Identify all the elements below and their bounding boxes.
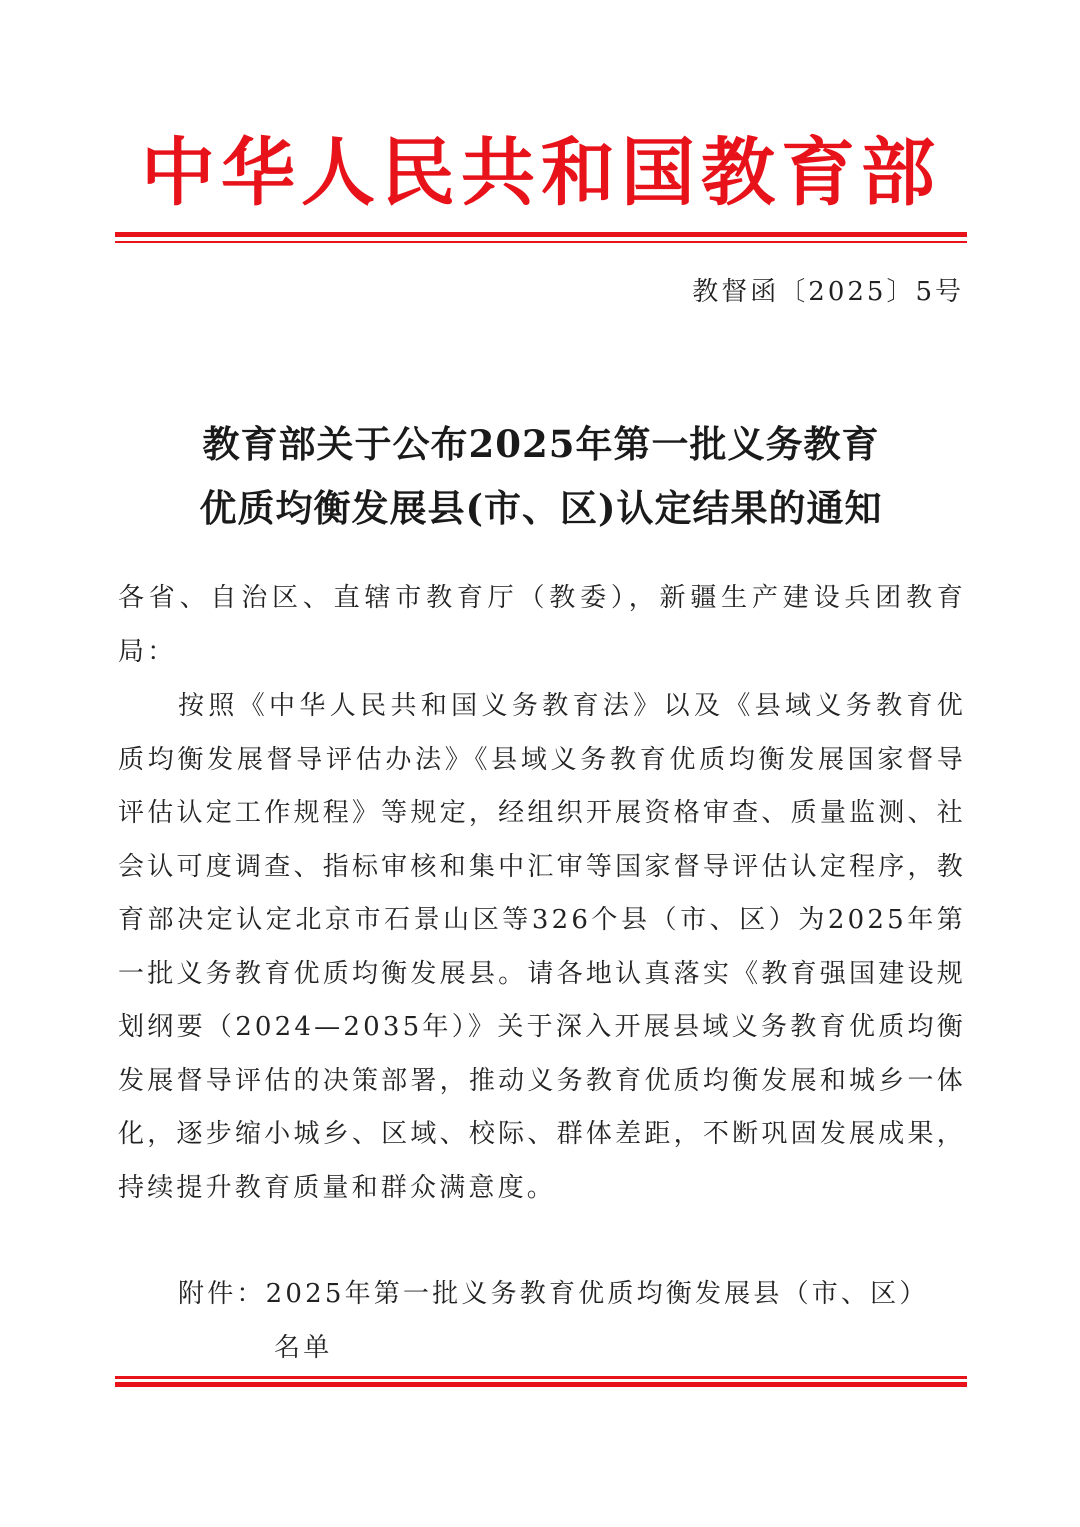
masthead-divider-thick [115,232,967,237]
attachment-line-1: 附件：2025年第一批义务教育优质均衡发展县（市、区） [178,1279,929,1309]
notice-title [115,412,967,540]
body-paragraph: 按照《中华人民共和国义务教育法》以及《县域义务教育优质均衡发展督导评估办法》《县域义务教育优质均衡发展国家督导评估认定工作规程》等规定，经组织开展资格审查、质量监测、社会认可度调查、指标审核和集中汇审等国家督导评估认定程序，教育部决定认定北京市石景山区等326个县（市、区）为2025年第一批义务教育优质均衡发展县。请各地认真落实《教育强国建设规划纲要（2024—2035年）》关于深入开展县域义务教育优质均衡发展督导评估的决策部署，推动义务教育优质均衡发展和城乡一体化，逐步缩小城乡、区域、校际、群体差距，不断巩固发展成果，持续提升教育质量和群众满意度。 [118,691,966,1203]
attachment-note [178,1268,968,1375]
document-number: 教督函〔2025〕5号 [692,277,964,307]
footer-divider-thick [115,1382,967,1387]
masthead-title: 中华人民共和国教育部 [141,130,941,216]
masthead-divider-thin [115,241,967,243]
notice-title-line-1: 教育部关于公布2025年第一批义务教育 [202,422,880,466]
footer-divider-thin [115,1376,967,1379]
notice-title-line-2: 优质均衡发展县(市、区)认定结果的通知 [199,486,883,530]
salutation: 各省、自治区、直辖市教育厅（教委），新疆生产建设兵团教育局： [118,583,966,667]
attachment-line-2: 名单 [274,1332,333,1363]
